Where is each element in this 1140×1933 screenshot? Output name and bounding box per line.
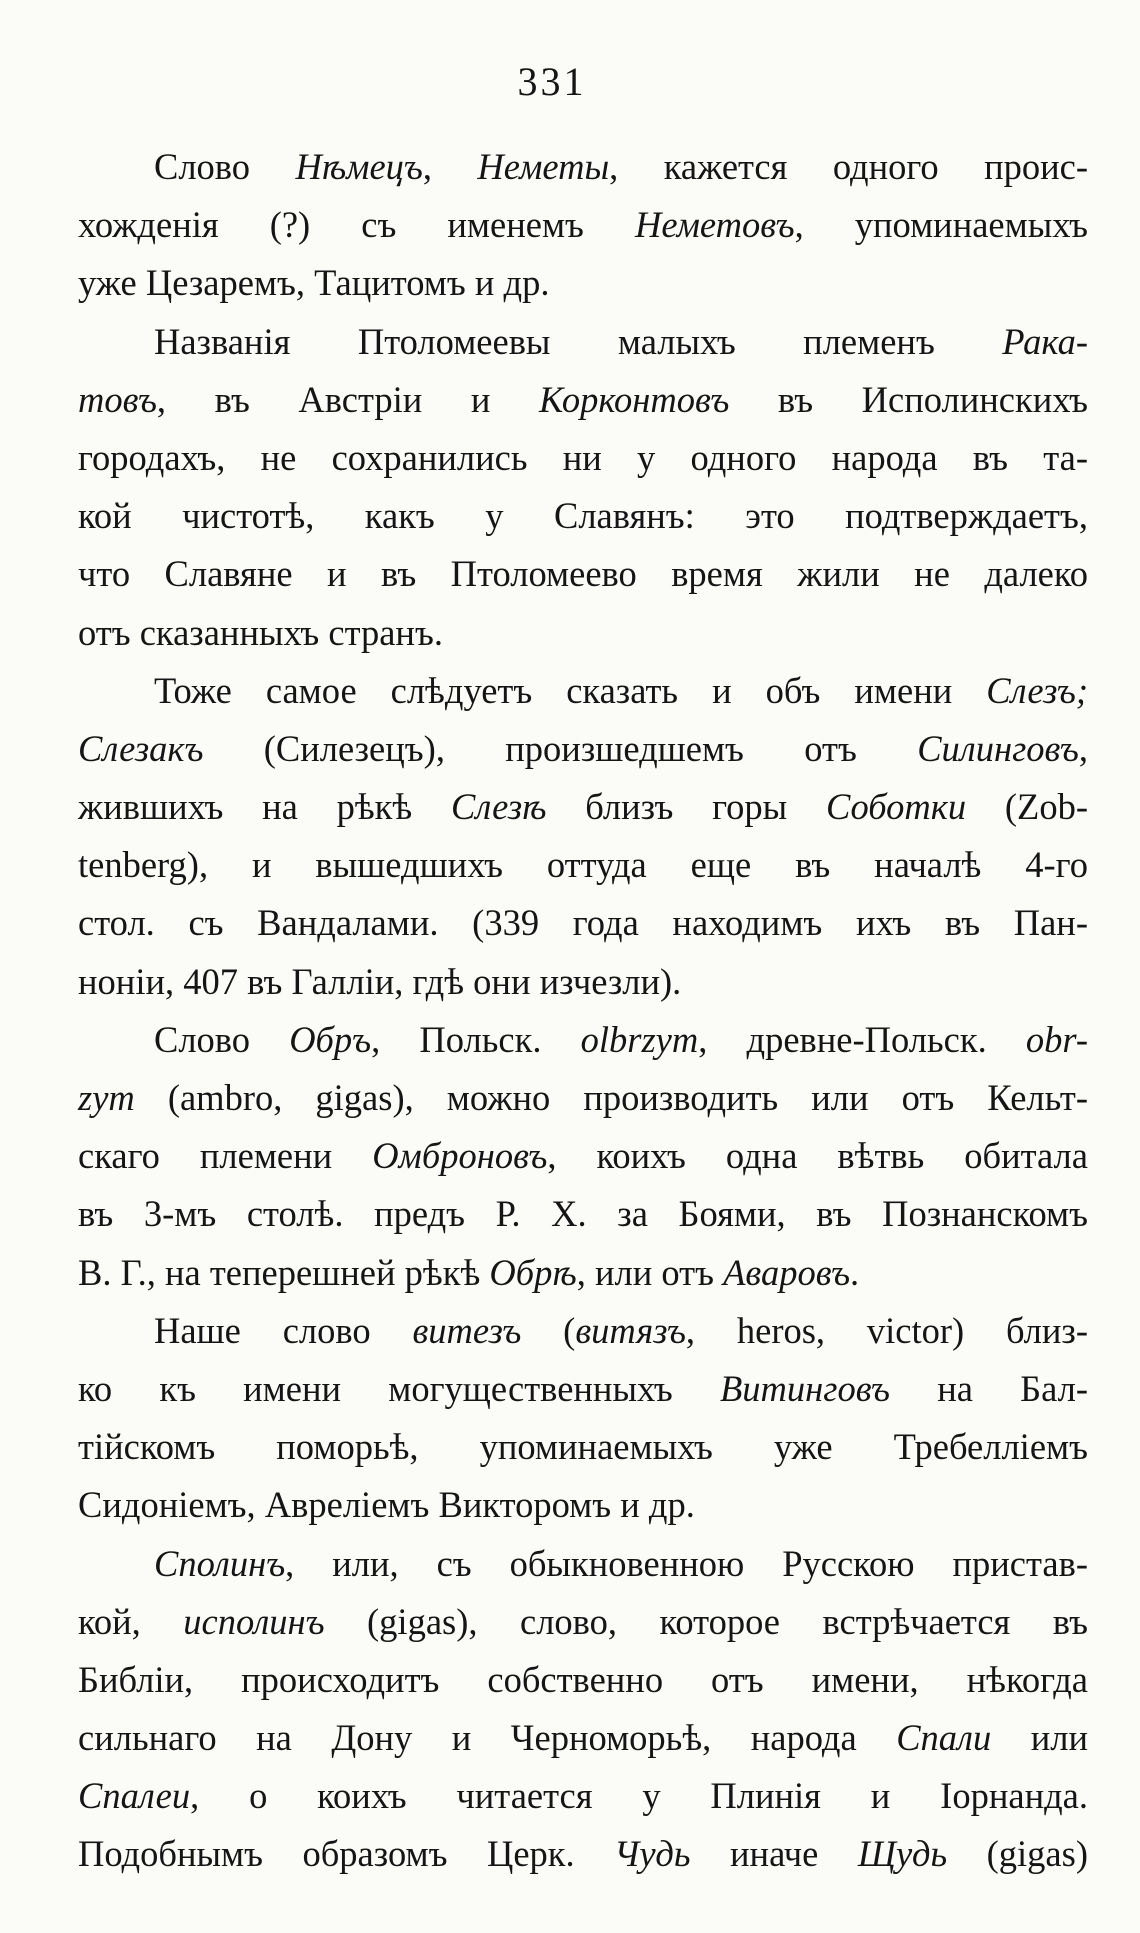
text-line [78, 487, 1088, 545]
text-run: кой, [78, 1600, 184, 1642]
text-run: (ambro, gigas), можно производить или отъ Кельт- [134, 1077, 1088, 1118]
text-line [78, 429, 1088, 487]
text-run: хожденія (?) съ именемъ [78, 204, 635, 246]
text-run: (gigas) [947, 1833, 1088, 1875]
italic-term: Щудь [857, 1833, 948, 1875]
text-run: скаго племени [78, 1135, 373, 1177]
text-run: , или, съ обыкновенною Русскою пристав- [285, 1542, 1088, 1584]
italic-term: товъ [78, 378, 157, 420]
text-run: въ Исполинскихъ [729, 378, 1088, 420]
italic-term: Силинговъ [917, 727, 1079, 769]
text-line [78, 1069, 1088, 1127]
text-line [78, 371, 1088, 429]
text-run: Слово [154, 1018, 290, 1060]
text-run: Сидоніемъ, Авреліемъ Викторомъ и др. [78, 1484, 695, 1526]
text-run: , кажется одного проис- [609, 146, 1089, 187]
text-run: , коихъ одна вѣтвь обитала [547, 1135, 1088, 1177]
text-line [78, 196, 1088, 254]
text-line [78, 1244, 1088, 1302]
italic-term: Витинговъ [719, 1367, 890, 1409]
italic-term: zym [78, 1077, 135, 1118]
text-line [78, 1651, 1088, 1709]
text-run: ко къ имени могущественныхъ [78, 1367, 720, 1409]
italic-term: Слезѣ [451, 786, 547, 828]
text-line [78, 1476, 1088, 1534]
text-run: . [850, 1251, 860, 1293]
text-line [78, 953, 1088, 1011]
italic-term: Чудь [614, 1833, 691, 1875]
italic-term: Нѣмецъ [295, 146, 423, 187]
text-line [78, 138, 1088, 196]
text-run: Библіи, происходитъ собственно отъ имени, нѣкогда [78, 1658, 1088, 1700]
text-line [78, 254, 1088, 312]
italic-term: Сполинъ [154, 1542, 286, 1584]
italic-term: витязъ [575, 1309, 686, 1351]
text-run: близъ горы [546, 786, 826, 828]
text-run: въ 3-мъ столѣ. предъ Р. Х. за Боями, въ Познанскомъ [78, 1193, 1088, 1235]
text-line [78, 1825, 1088, 1883]
text-run: , [1078, 727, 1088, 769]
text-run: городахъ, не сохранились ни у одного народа въ та- [78, 436, 1088, 478]
italic-term: Слезъ; [986, 669, 1088, 711]
text-run: что Славяне и въ Птоломеево время жили не далеко [78, 553, 1088, 595]
italic-term: Обръ [289, 1018, 372, 1060]
text-run: В. Г., на теперешней рѣкѣ [78, 1251, 490, 1293]
italic-term: Корконтовъ [538, 378, 730, 420]
text-line [78, 778, 1088, 836]
text-line [78, 836, 1088, 894]
text-line [78, 604, 1088, 662]
text-run: Подобнымъ образомъ Церк. [78, 1833, 615, 1875]
text-run: ноніи, 407 въ Галліи, гдѣ они изчезли). [78, 960, 682, 1002]
page-number: 331 [517, 59, 587, 104]
text-line [78, 1127, 1088, 1185]
italic-term: исполинъ [183, 1600, 325, 1642]
text-run: , упоминаемыхъ [794, 204, 1088, 246]
italic-term: витезъ [412, 1309, 522, 1351]
text-run: , древне-Польск. [698, 1018, 1026, 1060]
italic-term: Неметовъ [634, 204, 795, 246]
text-line [78, 1185, 1088, 1243]
text-run: , [422, 146, 478, 187]
text-line [78, 1302, 1088, 1360]
text-run: тійскомъ поморьѣ, упоминаемыхъ уже Требелліемъ [78, 1426, 1088, 1468]
italic-term: Обрѣ [489, 1251, 577, 1293]
text-run: ( [521, 1309, 576, 1351]
text-run: или [991, 1717, 1088, 1759]
text-line [78, 1360, 1088, 1418]
italic-term: olbrzym [580, 1018, 699, 1060]
text-run: (gigas), слово, которое встрѣчается въ [324, 1600, 1089, 1642]
text-line [78, 720, 1088, 778]
text-run: на Бал- [890, 1367, 1088, 1409]
text-run: уже Цезаремъ, Тацитомъ и др. [78, 262, 550, 304]
text-run: , Польск. [371, 1018, 581, 1060]
text-line [78, 894, 1088, 952]
italic-term: Рака- [1002, 320, 1088, 362]
text-line [78, 1593, 1088, 1651]
italic-term: Соботки [825, 786, 967, 828]
text-run: (Силезецъ), произшедшемъ отъ [203, 727, 918, 769]
text-run: , о коихъ читается у Плинія и Іорнанда. [190, 1775, 1088, 1817]
text-run: жившихъ на рѣкѣ [78, 786, 451, 828]
italic-term: Слезакъ [78, 727, 204, 769]
text-run: Названія Птоломеевы малыхъ племенъ [154, 320, 1003, 362]
text-line [78, 662, 1088, 720]
text-line [78, 545, 1088, 603]
italic-term: Спали [896, 1717, 992, 1759]
text-run: Слово [154, 146, 296, 187]
italic-term: Неметы [477, 146, 610, 187]
text-run: , heros, victor) близ- [685, 1309, 1088, 1351]
text-run: tenberg), и вышедшихъ оттуда еще въ началѣ 4-го [78, 844, 1088, 886]
body-text [78, 138, 1088, 1884]
text-line [78, 1767, 1088, 1825]
text-run: Тоже самое слѣдуетъ сказать и объ имени [154, 669, 987, 711]
text-run: Наше слово [154, 1309, 413, 1351]
text-line [78, 1535, 1088, 1593]
text-run: , въ Австріи и [156, 378, 539, 420]
text-run: кой чистотѣ, какъ у Славянъ: это подтверждаетъ, [78, 495, 1088, 537]
italic-term: Омброновъ [372, 1135, 548, 1177]
text-run: иначе [690, 1833, 858, 1875]
text-line [78, 1011, 1088, 1069]
italic-term: Аваровъ [723, 1251, 851, 1293]
text-run: отъ сказанныхъ странъ. [78, 611, 443, 653]
text-run: сильнаго на Дону и Черноморьѣ, народа [78, 1717, 897, 1759]
text-line [78, 1418, 1088, 1476]
text-line [78, 1709, 1088, 1767]
text-run: , или отъ [576, 1251, 724, 1293]
italic-term: Спалеи [78, 1775, 191, 1817]
text-line [78, 313, 1088, 371]
italic-term: obr- [1025, 1018, 1088, 1060]
text-run: (Zob- [966, 786, 1088, 828]
text-run: стол. съ Вандалами. (339 года находимъ ихъ въ Пан- [78, 902, 1088, 944]
